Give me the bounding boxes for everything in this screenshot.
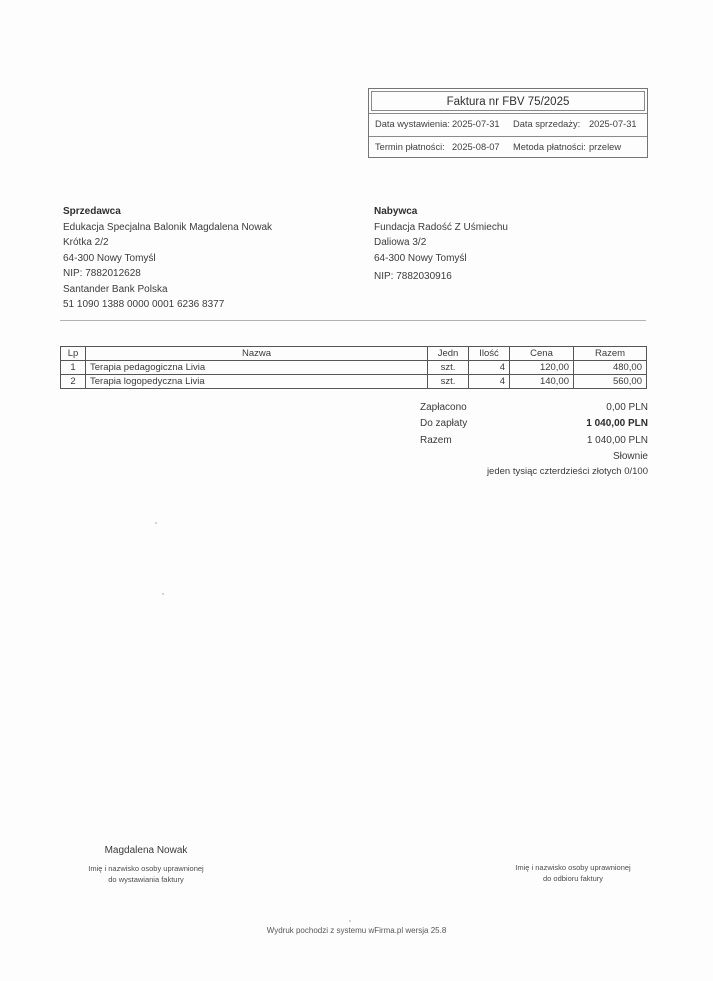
buyer-street: Daliowa 3/2: [374, 237, 427, 248]
seller-bank-account: 51 1090 1388 0000 0001 6236 8377: [63, 299, 225, 310]
receiver-caption-line2: do odbioru faktury: [542, 874, 604, 883]
row1-cena: 120,00: [510, 361, 574, 375]
in-words-label: Słownie: [612, 451, 648, 463]
items-table: [60, 346, 647, 389]
col-header-ilosc: Ilość: [469, 347, 510, 361]
col-header-razem: Razem: [574, 347, 647, 361]
invoice-meta-row-payment: [369, 136, 647, 157]
col-header-lp: Lp: [61, 347, 86, 361]
totals-total-row: [420, 432, 648, 449]
buyer-header: Nabywca: [374, 206, 418, 217]
sale-date-value: 2025-07-31: [589, 119, 637, 129]
table-row: [61, 361, 647, 375]
scan-speck: [162, 593, 164, 595]
row1-razem: 480,00: [574, 361, 647, 375]
invoice-title: Faktura nr FBV 75/2025: [371, 91, 645, 111]
seller-nip: NIP: 7882012628: [63, 268, 141, 279]
paid-value: 0,00 PLN: [606, 401, 648, 413]
due-label: Do zapłaty: [420, 418, 468, 430]
buyer-block: [374, 204, 508, 285]
issuer-name: Magdalena Nowak: [104, 845, 188, 856]
issuer-caption-line2: do wystawiania faktury: [108, 875, 184, 884]
col-header-nazwa: Nazwa: [86, 347, 428, 361]
due-date-label: Termin płatności:: [375, 142, 445, 152]
table-row: [61, 375, 647, 389]
seller-name: Edukacja Specjalna Balonik Magdalena Nowak: [63, 221, 273, 233]
seller-bank-name: Santander Bank Polska: [63, 283, 168, 295]
seller-header: Sprzedawca: [63, 206, 121, 217]
scan-speck: [349, 920, 351, 922]
items-table-header-row: [61, 347, 647, 361]
total-value: 1 040,00 PLN: [586, 434, 648, 446]
sale-date-label: Data sprzedaży:: [513, 119, 581, 129]
totals-block: [420, 399, 648, 481]
row1-ilosc: 4: [469, 361, 510, 375]
paid-label: Zapłacono: [420, 401, 467, 413]
system-footer: Wydruk pochodzi z systemu wFirma.pl wersja 25.8: [266, 926, 447, 935]
buyer-city: 64-300 Nowy Tomyśl: [374, 252, 467, 264]
buyer-name: Fundacja Radość Z Uśmiechu: [374, 221, 508, 233]
row1-lp: 1: [61, 361, 86, 375]
total-label: Razem: [420, 434, 452, 446]
payment-method-label: Metoda płatności:: [513, 142, 586, 152]
row1-jedn: szt.: [428, 361, 469, 375]
row2-jedn: szt.: [428, 375, 469, 389]
issuer-caption-line1: Imię i nazwisko osoby uprawnionej: [88, 864, 204, 873]
issue-date-value: 2025-07-31: [452, 119, 500, 129]
buyer-nip: NIP: 7882030916: [374, 271, 452, 282]
horizontal-separator: [60, 320, 646, 321]
row2-nazwa: Terapia logopedyczna Livia: [86, 375, 428, 389]
row2-ilosc: 4: [469, 375, 510, 389]
seller-city: 64-300 Nowy Tomyśl: [63, 252, 156, 264]
invoice-header-box: [368, 88, 648, 158]
issue-date-label: Data wystawienia:: [375, 119, 450, 129]
totals-paid-row: [420, 399, 648, 416]
receiver-signature-block: [488, 862, 658, 884]
receiver-caption-line1: Imię i nazwisko osoby uprawnionej: [515, 863, 631, 872]
totals-in-words-label-row: [420, 449, 648, 466]
due-date-value: 2025-08-07: [452, 142, 500, 152]
due-value: 1 040,00 PLN: [586, 418, 648, 430]
payment-method-value: przelew: [589, 142, 622, 152]
row1-nazwa: Terapia pedagogiczna Livia: [86, 361, 428, 375]
scan-speck: [155, 522, 157, 524]
totals-due-row: [420, 416, 648, 433]
row2-lp: 2: [61, 375, 86, 389]
seller-block: [63, 204, 272, 313]
invoice-meta-row-dates: [369, 113, 647, 134]
amount-in-words: jeden tysiąc czterdzieści złotych 0/100: [486, 466, 648, 477]
row2-cena: 140,00: [510, 375, 574, 389]
col-header-jedn: Jedn: [428, 347, 469, 361]
seller-street: Krótka 2/2: [63, 237, 109, 248]
row2-razem: 560,00: [574, 375, 647, 389]
col-header-cena: Cena: [510, 347, 574, 361]
issuer-signature-block: [61, 845, 231, 885]
